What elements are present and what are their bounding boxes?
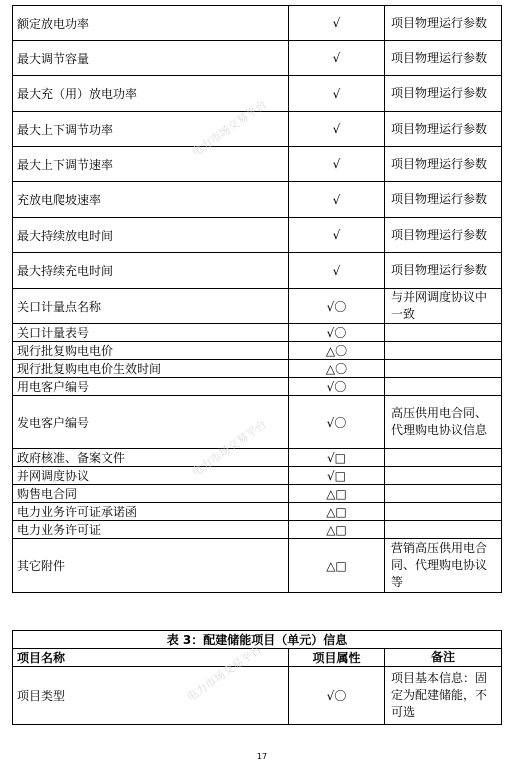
cell-note bbox=[385, 378, 502, 396]
embedded-storage-table bbox=[12, 630, 502, 725]
cell-name: 电力业务许可证 bbox=[13, 521, 289, 539]
cell-name: 最大上下调节速率 bbox=[13, 147, 289, 182]
cell-name: 现行批复购电电价 bbox=[13, 342, 289, 360]
table-row bbox=[13, 449, 502, 467]
cell-name: 用电客户编号 bbox=[13, 378, 289, 396]
table-row bbox=[13, 342, 502, 360]
cell-note bbox=[385, 521, 502, 539]
header-note: 备注 bbox=[385, 649, 502, 667]
cell-note bbox=[385, 467, 502, 485]
cell-name: 购售电合同 bbox=[13, 485, 289, 503]
page-number: 17 bbox=[256, 752, 268, 761]
storage-params-table bbox=[12, 5, 502, 593]
header-project-name: 项目名称 bbox=[13, 649, 289, 667]
cell-note bbox=[385, 360, 502, 378]
header-project-attr: 项目属性 bbox=[289, 649, 385, 667]
cell-note: 项目物理运行参数 bbox=[385, 147, 502, 182]
cell-note: 项目基本信息：固定为配建储能，不可选 bbox=[385, 667, 502, 725]
cell-note bbox=[385, 503, 502, 521]
table-row bbox=[13, 218, 502, 253]
cell-name: 关口计量表号 bbox=[13, 324, 289, 342]
cell-name: 最大上下调节功率 bbox=[13, 112, 289, 147]
cell-attr: √□ bbox=[289, 449, 385, 467]
table-row bbox=[13, 253, 502, 289]
table-row bbox=[13, 396, 502, 449]
cell-attr: △□ bbox=[289, 521, 385, 539]
cell-name: 最大持续充电时间 bbox=[13, 253, 289, 289]
cell-attr: △〇 bbox=[289, 360, 385, 378]
table-caption: 表 3：配建储能项目（单元）信息 bbox=[13, 631, 502, 649]
table-row bbox=[13, 485, 502, 503]
cell-note: 项目物理运行参数 bbox=[385, 112, 502, 147]
cell-note: 项目物理运行参数 bbox=[385, 218, 502, 253]
table-row bbox=[13, 182, 502, 218]
cell-note bbox=[385, 449, 502, 467]
cell-name: 项目类型 bbox=[13, 667, 289, 725]
cell-attr: √ bbox=[289, 41, 385, 76]
cell-attr: √〇 bbox=[289, 289, 385, 324]
cell-note: 与并网调度协议中一致 bbox=[385, 289, 502, 324]
table-row bbox=[13, 112, 502, 147]
cell-name: 并网调度协议 bbox=[13, 467, 289, 485]
cell-name: 电力业务许可证承诺函 bbox=[13, 503, 289, 521]
cell-attr: √〇 bbox=[289, 396, 385, 449]
cell-attr: △□ bbox=[289, 503, 385, 521]
cell-attr: √ bbox=[289, 253, 385, 289]
cell-name: 其它附件 bbox=[13, 539, 289, 593]
cell-attr: √ bbox=[289, 6, 385, 41]
table-row bbox=[13, 76, 502, 112]
cell-name: 发电客户编号 bbox=[13, 396, 289, 449]
table-row bbox=[13, 503, 502, 521]
cell-attr: √〇 bbox=[289, 667, 385, 725]
cell-attr: △〇 bbox=[289, 342, 385, 360]
cell-attr: √〇 bbox=[289, 378, 385, 396]
cell-attr: √ bbox=[289, 218, 385, 253]
cell-note bbox=[385, 485, 502, 503]
table-row bbox=[13, 147, 502, 182]
cell-note: 项目物理运行参数 bbox=[385, 253, 502, 289]
watermark: 电力市场交易平台 bbox=[189, 417, 270, 479]
cell-note: 营销高压供用电合同、代理购电协议等 bbox=[385, 539, 502, 593]
cell-name: 最大调节容量 bbox=[13, 41, 289, 76]
cell-note: 项目物理运行参数 bbox=[385, 76, 502, 112]
cell-attr: √ bbox=[289, 76, 385, 112]
cell-attr: △□ bbox=[289, 539, 385, 593]
cell-attr: √〇 bbox=[289, 324, 385, 342]
table-row bbox=[13, 6, 502, 41]
table-row bbox=[13, 467, 502, 485]
table-row bbox=[13, 324, 502, 342]
cell-attr: △□ bbox=[289, 485, 385, 503]
cell-note: 项目物理运行参数 bbox=[385, 41, 502, 76]
cell-note bbox=[385, 342, 502, 360]
cell-name: 最大持续放电时间 bbox=[13, 218, 289, 253]
table-row bbox=[13, 521, 502, 539]
cell-attr: √ bbox=[289, 147, 385, 182]
cell-name: 关口计量点名称 bbox=[13, 289, 289, 324]
watermark: 电力市场交易平台 bbox=[189, 97, 270, 159]
cell-note: 高压供用电合同、代理购电协议信息 bbox=[385, 396, 502, 449]
cell-attr: √ bbox=[289, 112, 385, 147]
cell-name: 现行批复购电电价生效时间 bbox=[13, 360, 289, 378]
cell-note bbox=[385, 324, 502, 342]
table-row bbox=[13, 378, 502, 396]
table-row bbox=[13, 539, 502, 593]
cell-attr: √□ bbox=[289, 467, 385, 485]
cell-note: 项目物理运行参数 bbox=[385, 182, 502, 218]
watermark: 电力市场交易平台 bbox=[184, 642, 265, 704]
cell-name: 额定放电功率 bbox=[13, 6, 289, 41]
cell-name: 最大充（用）放电功率 bbox=[13, 76, 289, 112]
cell-name: 政府核准、备案文件 bbox=[13, 449, 289, 467]
table-row bbox=[13, 360, 502, 378]
table-row bbox=[13, 289, 502, 324]
cell-attr: √ bbox=[289, 182, 385, 218]
cell-name: 充放电爬坡速率 bbox=[13, 182, 289, 218]
table-row bbox=[13, 41, 502, 76]
cell-note: 项目物理运行参数 bbox=[385, 6, 502, 41]
